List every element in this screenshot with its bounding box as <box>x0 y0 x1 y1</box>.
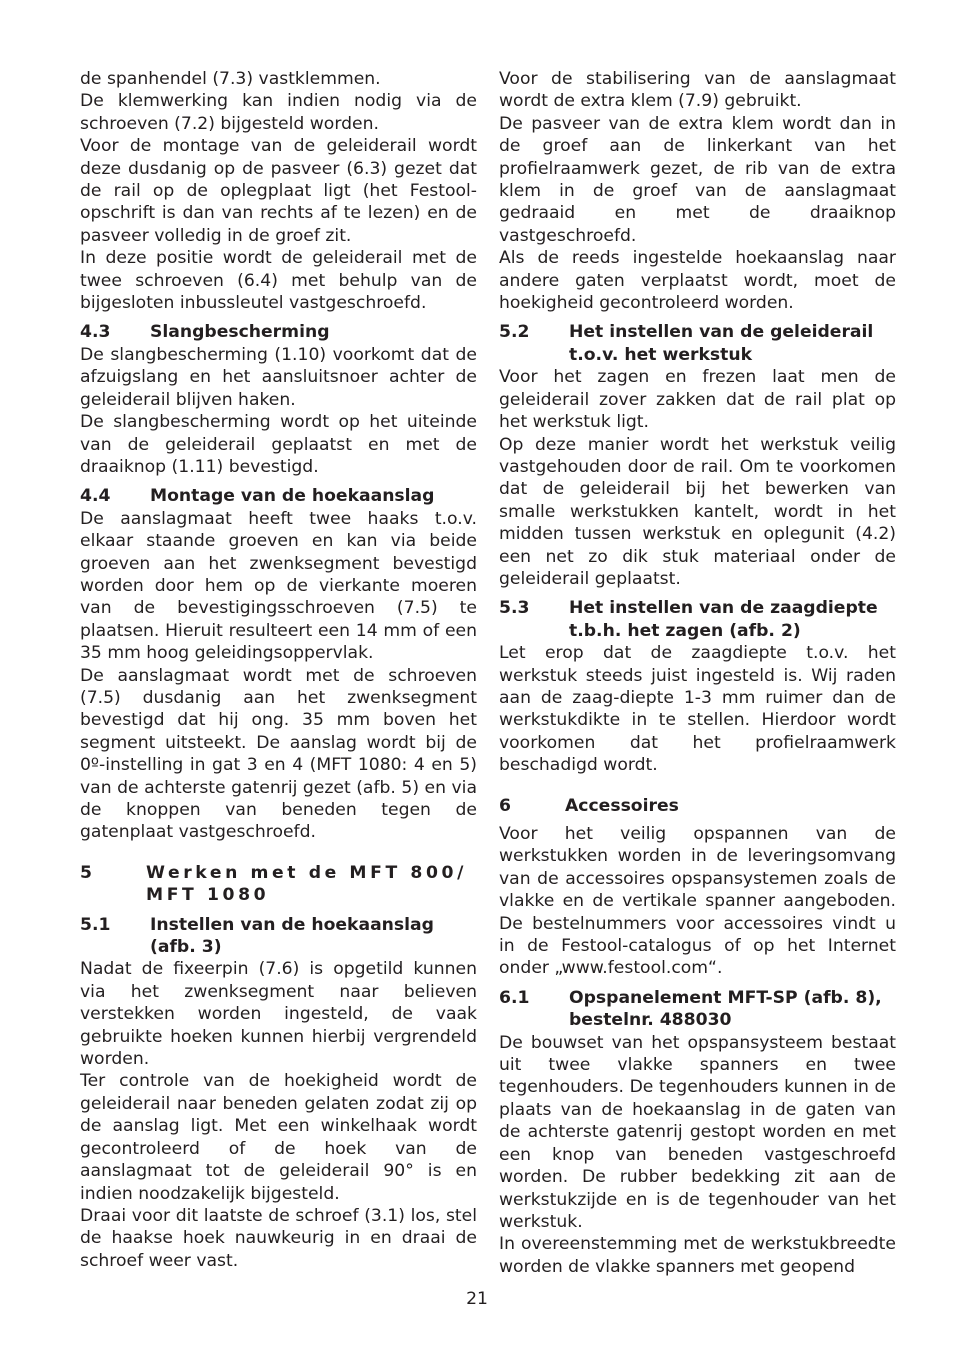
section-number: 6.1 <box>499 987 530 1008</box>
paragraph: Ter controle van de hoekigheid wordt de geleiderail naar beneden gelaten zodat zij op de aanslag ligt. Met een winkelhaak wordt gecontroleerd of de hoek van de aanslagmaat tot de geleiderail 90° is en indien noodzakelijk bijgesteld. <box>80 1071 477 1204</box>
section-title: Het instellen van de geleiderail t.o.v. het werkstuk <box>569 322 874 365</box>
paragraph: De slangbescherming wordt op het uiteinde van de geleiderail geplaatst en met de draaiknop (1.11) bevestigd. <box>80 412 477 477</box>
paragraph: De klemwerking kan indien nodig via de schroeven (7.2) bijgesteld worden. <box>80 91 477 134</box>
paragraph: Voor het veilig opspannen van de werkstukken worden in de leveringsomvang van de accessoires opspansystemen zoals de vlakke en de vertikale spanner aangeboden. De bestelnummers voor accessoires vindt u in de Festool-catalogus of op het Internet onder „www.festool.com“. <box>499 824 896 979</box>
paragraph: De aanslagmaat wordt met de schroeven (7.5) dusdanig aan het zwenksegment bevestigd dat hij ong. 35 mm boven het segment uitsteekt. De aanslag wordt bij de 0º-instelling in gat 3 en 4 (MFT 1080: 4 en 5) van de achterste gatenrij gezet (afb. 5) en via de knoppen van beneden tegen de gatenplaat vastgeschroefd. <box>80 665 477 843</box>
paragraph: De pasveer van de extra klem wordt dan in de groef aan de linkerkant van het profielraamwerk gezet, de rib van de extra klem in de groef van de aanslagmaat gedraaid en met de draaiknop vastgeschroefd. <box>499 113 896 246</box>
section-title: Opspanelement MFT-SP (afb. 8), bestelnr. 488030 <box>569 987 882 1031</box>
paragraph: Draai voor dit laatste de schroef (3.1) los, stel de haakse hoek nauwkeurig in en draai de schroef weer vast. <box>80 1205 477 1271</box>
section-title: Werken met de MFT 800/ MFT 1080 <box>146 862 467 906</box>
section-heading-6-1 <box>499 987 896 1032</box>
section-number: 6 <box>499 795 511 816</box>
section-number: 5.1 <box>80 914 111 935</box>
section-heading-5-1 <box>80 914 477 959</box>
section-heading-4-4 <box>80 485 477 507</box>
paragraph: Nadat de fixeerpin (7.6) is opgetild kunnen via het zwenksegment naar believen verstekken worden ingesteld, de vaak gebruikte hoeken kunnen hierbij vergrendeld worden. <box>80 959 477 1070</box>
paragraph: Voor de stabilisering van de aanslagmaat wordt de extra klem (7.9) gebruikt. <box>499 69 896 112</box>
section-heading-5-3 <box>499 597 896 642</box>
paragraph: De slangbescherming (1.10) voorkomt dat de afzuigslang en het aansluitsnoer achter de geleiderail blijven haken. <box>80 344 477 410</box>
paragraph: Voor het zagen en frezen laat men de geleiderail zover zakken dat de rail plat op het werkstuk ligt. <box>499 367 896 433</box>
section-number: 5.2 <box>499 322 530 343</box>
paragraph: In deze positie wordt de geleiderail met de twee schroeven (6.4) met behulp van de bijgesloten inbussleutel vastgeschroefd. <box>80 248 477 314</box>
paragraph: De bouwset van het opspansysteem bestaat uit twee vlakke spanners en twee tegenhouders. De tegenhouders kunnen in de plaats van de hoekaanslag in de gaten van de achterste gatenrij gestopt worden en met een knop van beneden vastgeschroefd worden. De rubber bedekking zit aan de werkstukzijde en is de tegenhouder van het werkstuk. <box>499 1032 896 1232</box>
paragraph: Voor de montage van de geleiderail wordt deze dusdanig op de pasveer (6.3) gezet dat de rail op de oplegplaat ligt (het Festool-opschrift is dan van rechts af te lezen) en de pasveer volledig in de groef zit. <box>80 136 477 246</box>
section-number: 4.4 <box>80 486 111 507</box>
paragraph: Als de reeds ingestelde hoekaanslag naar andere gaten verplaatst wordt, moet de hoekigheid gecontroleerd worden. <box>499 248 896 314</box>
right-column <box>499 68 896 1278</box>
section-heading-5 <box>80 862 477 907</box>
section-title: Montage van de hoekaanslag <box>150 486 435 507</box>
paragraph: Op deze manier wordt het werkstuk veilig vastgehouden door de rail. Om te voorkomen dat de geleiderail bij het bewerken van smalle werkstukken kantelt, wordt in het midden tussen werkstuk en oplegunit (4.2) een net zo dik stuk materiaal onder de geleiderail geplaatst. <box>499 434 896 589</box>
paragraph: de spanhendel (7.3) vastklemmen. <box>80 69 381 89</box>
section-number: 5 <box>80 862 92 883</box>
section-heading-6 <box>499 795 896 817</box>
paragraph: Let erop dat de zaagdiepte t.o.v. het werkstuk steeds juist ingesteld is. Wij raden aan de zaag-diepte 1-3 mm ruimer dan de werkstukdikte in te stellen. Hierdoor wordt voorkomen dat het profielraamwerk beschadigd wordt. <box>499 643 896 776</box>
section-heading-4-3 <box>80 321 477 343</box>
paragraph: De aanslagmaat heeft twee haaks t.o.v. elkaar staande groeven en kan via beide groeven aan het zwenksegment bevestigd worden door hem op de vierkante moeren van de bevestigingsschroeven (7.5) te plaatsen. Hieruit resulteert een 14 mm of een 35 mm hoog geleidingsoppervlak. <box>80 508 477 664</box>
page-number: 21 <box>466 1289 488 1309</box>
paragraph: In overeenstemming met de werkstukbreedte worden de vlakke spanners met geopend <box>499 1234 896 1277</box>
section-title: Instellen van de hoekaanslag (afb. 3) <box>150 914 434 958</box>
section-heading-5-2 <box>499 321 896 366</box>
section-title: Accessoires <box>565 795 679 816</box>
section-title: Het instellen van de zaagdiepte t.b.h. het zagen (afb. 2) <box>569 598 878 641</box>
left-column <box>80 68 477 1272</box>
section-number: 4.3 <box>80 322 111 343</box>
section-title: Slangbescherming <box>150 322 330 343</box>
section-number: 5.3 <box>499 598 530 619</box>
